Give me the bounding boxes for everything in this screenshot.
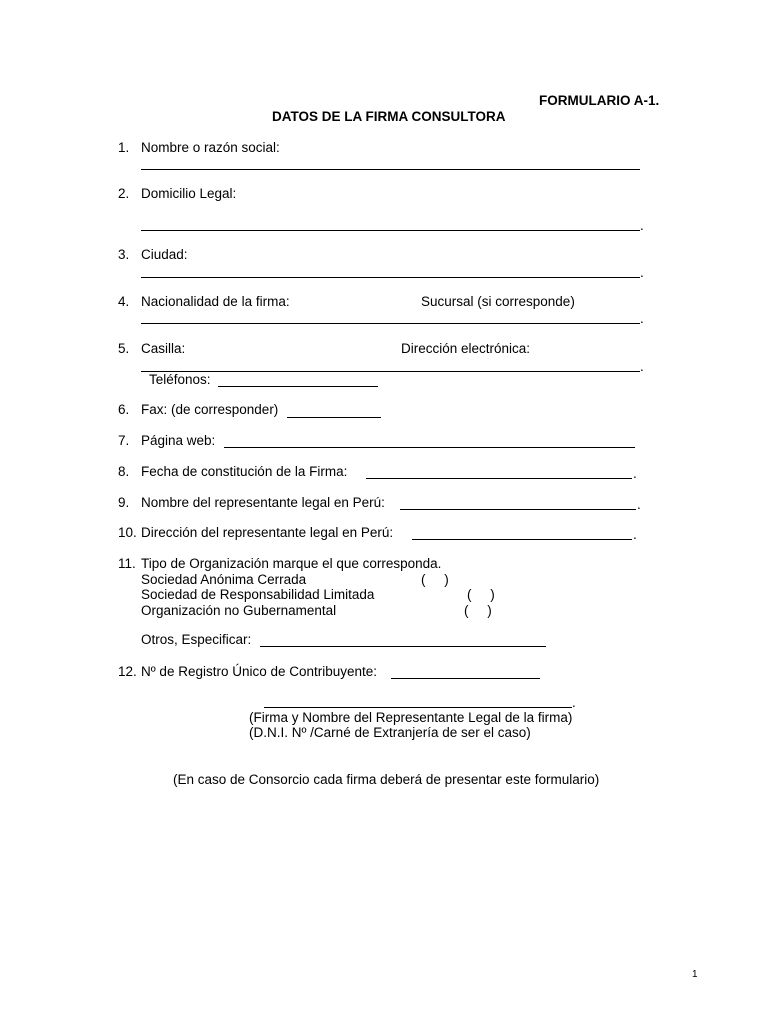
item-4-line[interactable] bbox=[141, 323, 640, 324]
item-5-number: 5. bbox=[118, 341, 130, 356]
item-9-label: Nombre del representante legal en Perú: bbox=[141, 495, 385, 510]
form-code: FORMULARIO A-1. bbox=[539, 93, 660, 108]
consortium-note: (En caso de Consorcio cada firma deberá de presentar este formulario) bbox=[173, 772, 600, 787]
item-7-number: 7. bbox=[118, 433, 130, 448]
item-8-label: Fecha de constitución de la Firma: bbox=[141, 464, 348, 479]
item-6-label: Fax: (de corresponder) bbox=[141, 402, 279, 417]
item-5-label: Casilla: bbox=[141, 341, 186, 356]
signature-caption-id: (D.N.I. Nº /Carné de Extranjería de ser el caso) bbox=[249, 725, 531, 740]
item-12-line[interactable] bbox=[391, 678, 540, 679]
item-6-number: 6. bbox=[118, 402, 130, 417]
item-12-number: 12. bbox=[118, 664, 137, 679]
item-10-number: 10. bbox=[118, 525, 137, 540]
item-11-label: Tipo de Organización marque el que corresponda. bbox=[141, 556, 442, 571]
item-3-period: . bbox=[640, 265, 644, 280]
item-5-line[interactable] bbox=[141, 371, 640, 372]
item-4-period: . bbox=[640, 311, 644, 326]
page-number: 1 bbox=[692, 969, 698, 980]
item-11-number: 11. bbox=[118, 556, 136, 571]
item-8-number: 8. bbox=[118, 464, 130, 479]
item-2-line[interactable] bbox=[141, 230, 640, 231]
org-option-sac-label: Sociedad Anónima Cerrada bbox=[141, 572, 307, 587]
org-option-srl-label: Sociedad de Responsabilidad Limitada bbox=[141, 587, 375, 602]
item-2-period: . bbox=[640, 218, 644, 233]
other-specify-label: Otros, Especificar: bbox=[141, 632, 252, 647]
item-3-label: Ciudad: bbox=[141, 247, 188, 262]
item-10-line[interactable] bbox=[412, 539, 632, 540]
item-4-label: Nacionalidad de la firma: bbox=[141, 294, 290, 309]
org-option-srl-checkbox[interactable]: ( ) bbox=[467, 587, 495, 602]
item-9-number: 9. bbox=[118, 495, 130, 510]
item-4-number: 4. bbox=[118, 294, 130, 309]
item-1-label: Nombre o razón social: bbox=[141, 140, 280, 155]
item-5-label-email: Dirección electrónica: bbox=[401, 341, 531, 356]
org-option-sac-checkbox[interactable]: ( ) bbox=[421, 572, 449, 587]
item-12-label: Nº de Registro Único de Contribuyente: bbox=[141, 664, 378, 679]
item-10-period: . bbox=[633, 527, 637, 542]
item-7-label: Página web: bbox=[141, 433, 216, 448]
item-3-line[interactable] bbox=[141, 277, 640, 278]
item-9-period: . bbox=[637, 497, 641, 512]
org-option-ong-checkbox[interactable]: ( ) bbox=[464, 603, 492, 618]
item-1-line[interactable] bbox=[141, 169, 640, 170]
item-5-phones-label: Teléfonos: bbox=[149, 372, 211, 387]
item-10-label: Dirección del representante legal en Perú: bbox=[141, 525, 394, 540]
item-2-label: Domicilio Legal: bbox=[141, 186, 237, 201]
item-4-label-branch: Sucursal (si corresponde) bbox=[421, 294, 575, 309]
item-2-number: 2. bbox=[118, 186, 130, 201]
item-8-period: . bbox=[633, 466, 637, 481]
item-5-phones-line[interactable] bbox=[218, 386, 378, 387]
item-3-number: 3. bbox=[118, 247, 130, 262]
signature-caption-name: (Firma y Nombre del Representante Legal de la firma) bbox=[249, 710, 573, 725]
item-9-line[interactable] bbox=[400, 509, 636, 510]
item-5-period: . bbox=[640, 359, 644, 374]
form-title: DATOS DE LA FIRMA CONSULTORA bbox=[272, 109, 506, 124]
item-8-line[interactable] bbox=[366, 478, 632, 479]
item-6-line[interactable] bbox=[287, 417, 381, 418]
item-7-line[interactable] bbox=[224, 447, 635, 448]
signature-period: . bbox=[572, 695, 576, 710]
signature-line[interactable] bbox=[264, 707, 572, 708]
org-option-ong-label: Organización no Gubernamental bbox=[141, 603, 337, 618]
item-1-number: 1. bbox=[118, 140, 130, 155]
other-specify-line[interactable] bbox=[260, 646, 546, 647]
